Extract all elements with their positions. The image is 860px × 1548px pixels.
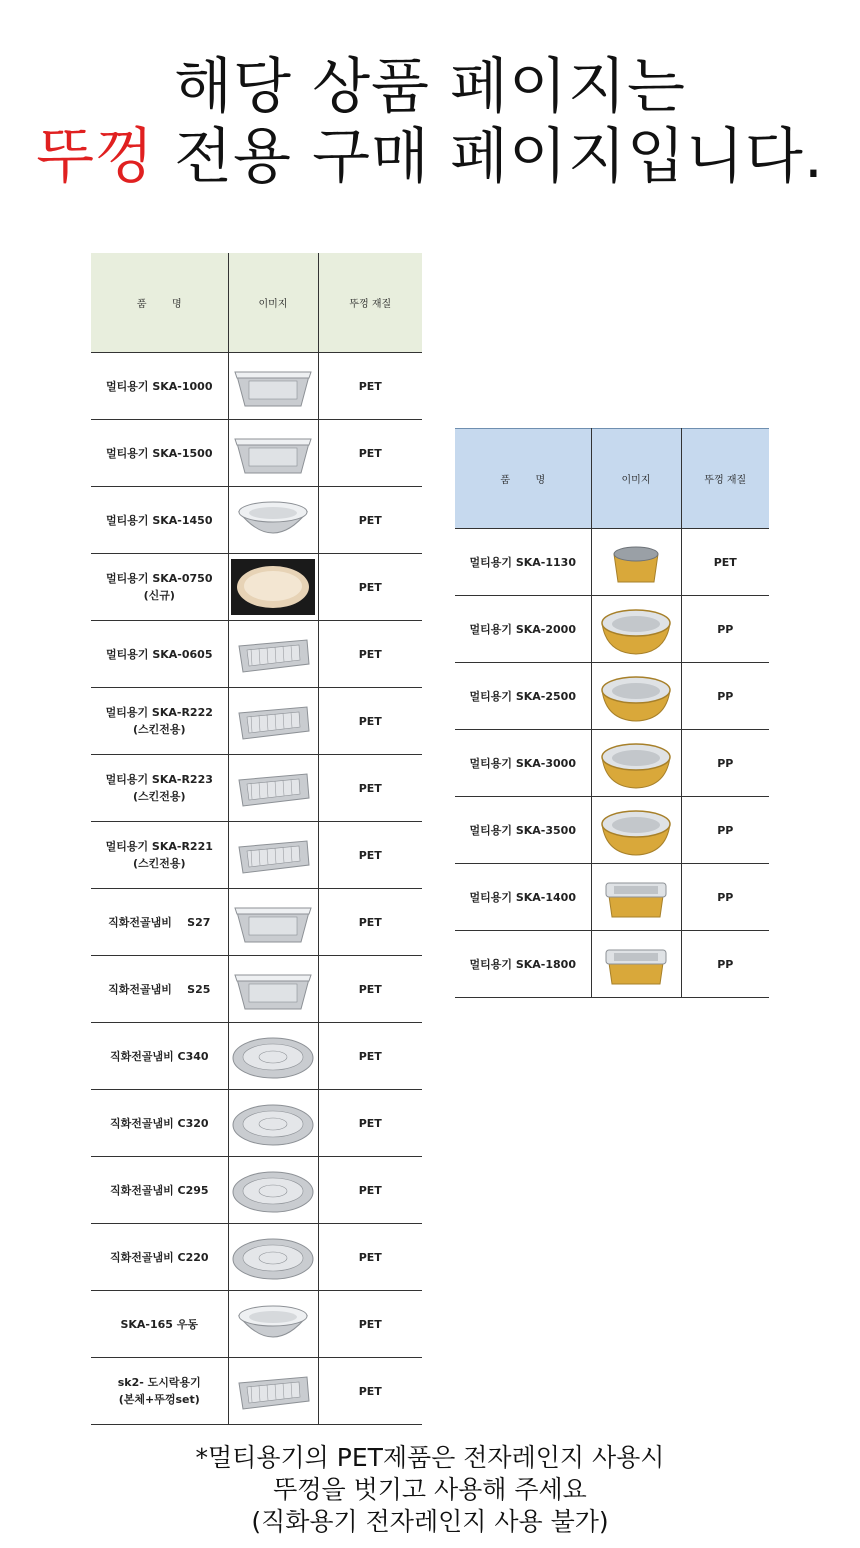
product-image-cell	[228, 487, 318, 554]
product-image-cell	[228, 1090, 318, 1157]
gold-rect-tray-icon	[594, 936, 678, 992]
lid-material-value: PET	[318, 889, 422, 956]
lid-material-value: PP	[681, 596, 769, 663]
product-name-sub: (신규)	[143, 589, 175, 602]
product-image-cell	[591, 931, 681, 998]
product-image-cell	[591, 596, 681, 663]
product-image-cell	[591, 864, 681, 931]
product-name: 멀티용기 SKA-R221	[105, 840, 213, 853]
product-name: SKA-165 우동	[120, 1317, 199, 1331]
left-table-row	[91, 1358, 422, 1425]
left-table-row	[91, 755, 422, 822]
gold-bowl-icon	[594, 735, 678, 791]
product-image-cell	[228, 1023, 318, 1090]
round-bowl-icon	[231, 492, 315, 548]
gold-cup-icon	[594, 534, 678, 590]
lid-material-value: PET	[318, 1157, 422, 1224]
product-name-cell	[91, 688, 228, 755]
product-name-cell	[91, 1157, 228, 1224]
product-name: 직화전골냄비 S25	[108, 982, 211, 996]
product-name-cell	[455, 529, 591, 596]
product-image-cell	[591, 529, 681, 596]
product-image-cell	[591, 663, 681, 730]
product-name-sub: (본체+뚜껑set)	[118, 1393, 200, 1406]
round-pan-icon	[231, 1095, 315, 1151]
square-pan-icon	[231, 961, 315, 1017]
product-image-cell	[228, 1157, 318, 1224]
product-name-cell	[91, 956, 228, 1023]
note-line-3: (직화용기 전자레인지 사용 불가)	[251, 1507, 609, 1536]
product-image-cell	[591, 730, 681, 797]
product-name: 멀티용기 SKA-1800	[469, 957, 576, 971]
product-name-cell	[91, 822, 228, 889]
product-image-cell	[228, 755, 318, 822]
product-name-cell	[455, 931, 591, 998]
product-name-cell	[91, 889, 228, 956]
product-image-cell	[228, 822, 318, 889]
lid-material-value: PET	[318, 755, 422, 822]
left-table-header	[91, 253, 422, 353]
product-image-cell	[228, 1291, 318, 1358]
product-image-cell	[228, 1358, 318, 1425]
right-table-row	[455, 730, 769, 797]
left-product-table	[91, 253, 422, 1425]
product-name-sub: (스킨전용)	[132, 790, 186, 803]
gold-bowl-icon	[594, 802, 678, 858]
product-image-cell	[228, 353, 318, 420]
header-lid-material: 뚜껑 재질	[318, 253, 422, 353]
lid-material-value: PET	[318, 1023, 422, 1090]
lid-material-value: PET	[318, 1224, 422, 1291]
product-name: 멀티용기 SKA-2000	[469, 622, 576, 636]
left-table-row	[91, 487, 422, 554]
product-image-cell	[228, 956, 318, 1023]
product-image-cell	[228, 621, 318, 688]
product-name: 멀티용기 SKA-0750	[106, 572, 213, 585]
left-table-row	[91, 353, 422, 420]
lid-material-value: PET	[318, 1291, 422, 1358]
product-name-cell	[91, 755, 228, 822]
product-name: 직화전골냄비 C340	[109, 1049, 209, 1063]
right-product-table	[455, 428, 769, 998]
right-table-row	[455, 931, 769, 998]
right-table-header	[455, 429, 769, 529]
product-name-cell	[91, 1358, 228, 1425]
lid-material-value: PP	[681, 931, 769, 998]
product-name: sk2- 도시락용기	[117, 1376, 201, 1389]
left-table-row	[91, 1157, 422, 1224]
right-table-row	[455, 797, 769, 864]
product-name-cell	[455, 864, 591, 931]
product-name: 직화전골냄비 C320	[109, 1116, 209, 1130]
left-table-row	[91, 1224, 422, 1291]
headline-highlight: 뚜껑	[36, 122, 155, 192]
header-image: 이미지	[228, 253, 318, 353]
product-name-cell	[91, 554, 228, 621]
right-table-row	[455, 663, 769, 730]
left-table-row	[91, 554, 422, 621]
left-table-row	[91, 688, 422, 755]
square-tray-icon	[231, 425, 315, 481]
left-table-row	[91, 956, 422, 1023]
lid-material-value: PET	[318, 822, 422, 889]
gold-rect-tray-icon	[594, 869, 678, 925]
lid-material-value: PET	[318, 688, 422, 755]
product-name: 멀티용기 SKA-3000	[469, 756, 576, 770]
product-image-cell	[228, 420, 318, 487]
gold-bowl-icon	[594, 668, 678, 724]
oval-tray-photo-icon	[231, 559, 315, 615]
product-name-cell	[91, 487, 228, 554]
rect-tray-icon	[231, 693, 315, 749]
left-table-row	[91, 420, 422, 487]
rect-tray-icon	[231, 760, 315, 816]
lid-material-value: PP	[681, 797, 769, 864]
product-name-cell	[91, 1291, 228, 1358]
lid-material-value: PET	[318, 487, 422, 554]
round-bowl-icon	[231, 1296, 315, 1352]
lid-material-value: PET	[318, 956, 422, 1023]
round-pan-icon	[231, 1162, 315, 1218]
headline-line-1: 해당 상품 페이지는	[174, 52, 686, 122]
product-name-cell	[455, 730, 591, 797]
product-name-sub: (스킨전용)	[132, 857, 186, 870]
product-name-cell	[91, 1090, 228, 1157]
product-name: 멀티용기 SKA-0605	[106, 647, 213, 661]
headline-line-2	[0, 122, 860, 192]
header-name: 품 명	[455, 429, 591, 529]
lid-material-value: PP	[681, 730, 769, 797]
right-table-row	[455, 529, 769, 596]
product-image-cell	[228, 554, 318, 621]
product-name: 멀티용기 SKA-3500	[469, 823, 576, 837]
header-image: 이미지	[591, 429, 681, 529]
product-name-cell	[455, 596, 591, 663]
square-tray-icon	[231, 358, 315, 414]
product-name: 멀티용기 SKA-R223	[105, 773, 213, 786]
header-lid-material: 뚜껑 재질	[681, 429, 769, 529]
right-table-row	[455, 596, 769, 663]
left-table-row	[91, 889, 422, 956]
note-line-1: *멀티용기의 PET제품은 전자레인지 사용시	[195, 1443, 665, 1472]
left-table-row	[91, 621, 422, 688]
lid-material-value: PET	[318, 353, 422, 420]
product-name-cell	[91, 420, 228, 487]
product-image-cell	[228, 889, 318, 956]
lid-material-value: PP	[681, 663, 769, 730]
rect-tray-icon	[231, 827, 315, 883]
product-name: 멀티용기 SKA-1000	[106, 379, 213, 393]
left-table-row	[91, 1291, 422, 1358]
gold-bowl-icon	[594, 601, 678, 657]
lid-material-value: PET	[318, 554, 422, 621]
product-name-sub: (스킨전용)	[132, 723, 186, 736]
lid-material-value: PET	[318, 1090, 422, 1157]
product-name: 멀티용기 SKA-1500	[106, 446, 213, 460]
product-name: 직화전골냄비 C220	[109, 1250, 209, 1264]
product-name-cell	[455, 663, 591, 730]
product-image-cell	[228, 688, 318, 755]
product-image-cell	[228, 1224, 318, 1291]
left-table-row	[91, 1090, 422, 1157]
note-line-2: 뚜껑을 벗기고 사용해 주세요	[273, 1475, 587, 1504]
header-name: 품 명	[91, 253, 228, 353]
product-image-cell	[591, 797, 681, 864]
left-table-row	[91, 822, 422, 889]
rect-tray-icon	[231, 626, 315, 682]
lunchbox-icon	[231, 1363, 315, 1419]
product-name: 멀티용기 SKA-1130	[469, 555, 576, 569]
product-name-cell	[91, 621, 228, 688]
product-name-cell	[91, 353, 228, 420]
lid-material-value: PP	[681, 864, 769, 931]
product-name: 직화전골냄비 S27	[108, 915, 211, 929]
lid-material-value: PET	[318, 621, 422, 688]
round-pan-icon	[231, 1028, 315, 1084]
product-name-cell	[91, 1224, 228, 1291]
square-pan-icon	[231, 894, 315, 950]
round-pan-icon	[231, 1229, 315, 1285]
product-name: 멀티용기 SKA-2500	[469, 689, 576, 703]
product-name: 멀티용기 SKA-1400	[469, 890, 576, 904]
lid-material-value: PET	[318, 420, 422, 487]
product-name-cell	[91, 1023, 228, 1090]
right-table-row	[455, 864, 769, 931]
lid-material-value: PET	[681, 529, 769, 596]
product-name: 멀티용기 SKA-1450	[106, 513, 213, 527]
product-name-cell	[455, 797, 591, 864]
product-name: 멀티용기 SKA-R222	[105, 706, 213, 719]
headline-rest: 전용 구매 페이지입니다.	[154, 122, 824, 192]
product-name: 직화전골냄비 C295	[109, 1183, 209, 1197]
lid-material-value: PET	[318, 1358, 422, 1425]
left-table-row	[91, 1023, 422, 1090]
